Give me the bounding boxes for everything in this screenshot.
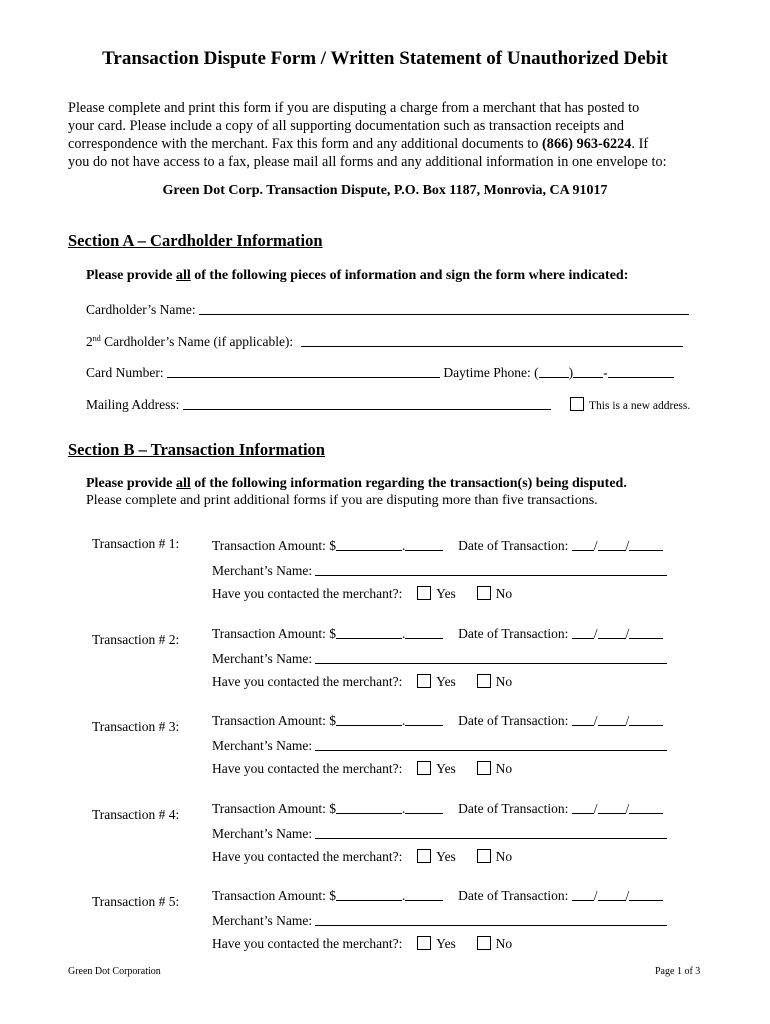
amount-label: Transaction Amount: $ [212, 888, 337, 903]
date-day-field[interactable] [598, 625, 626, 639]
date-month-field[interactable] [572, 800, 594, 814]
instruction-emphasis: all [175, 268, 191, 283]
amount-decimal: . [402, 801, 406, 816]
no-label: No [495, 761, 513, 776]
card-number-label: Card Number: [86, 365, 164, 380]
dispute-mailing-address: Green Dot Corp. Transaction Dispute, P.O. Box 1187, Monrovia, CA 91017 [162, 183, 608, 198]
mailing-address-field[interactable] [183, 396, 551, 410]
phone-paren: ) [568, 365, 574, 380]
daytime-phone-label: Daytime Phone: ( [443, 365, 539, 380]
transaction-label: Transaction # 1: [92, 536, 180, 551]
merchant-name-row [212, 736, 667, 754]
merchant-name-label: Merchant’s Name: [212, 563, 313, 578]
section-b-heading: Section B – Transaction Information [68, 440, 325, 459]
merchant-name-row [212, 824, 667, 842]
intro-line: Please complete and print this form if you are disputing a charge from a merchant that has posted to [68, 100, 640, 116]
instruction-text: Please provide [86, 476, 176, 491]
amount-cents-field[interactable] [405, 625, 443, 639]
contacted-merchant-label: Have you contacted the merchant?: [212, 936, 403, 951]
fax-number: (866) 963-6224 [542, 136, 632, 152]
date-year-field[interactable] [629, 537, 663, 551]
footer-page-number: Page 1 of 3 [655, 966, 701, 977]
date-day-field[interactable] [598, 800, 626, 814]
section-b-instruction-2: Please complete and print additional forms if you are disputing more than five transactions. [86, 493, 598, 508]
transaction-amount-row [212, 536, 663, 554]
no-checkbox[interactable] [477, 849, 491, 863]
date-month-field[interactable] [572, 625, 594, 639]
phone-prefix-field[interactable] [573, 364, 603, 378]
amount-cents-field[interactable] [405, 712, 443, 726]
yes-checkbox[interactable] [417, 849, 431, 863]
amount-dollars-field[interactable] [336, 712, 402, 726]
yes-label: Yes [436, 936, 456, 951]
merchant-name-field[interactable] [315, 912, 667, 926]
date-separator: / [593, 538, 598, 553]
amount-dollars-field[interactable] [336, 887, 402, 901]
phone-line-field[interactable] [608, 364, 674, 378]
date-label: Date of Transaction: [458, 538, 569, 553]
date-label: Date of Transaction: [458, 801, 569, 816]
phone-area-code-field[interactable] [539, 364, 569, 378]
date-month-field[interactable] [572, 712, 594, 726]
card-number-row [86, 363, 674, 381]
merchant-name-label: Merchant’s Name: [212, 738, 313, 753]
amount-label: Transaction Amount: $ [212, 713, 337, 728]
date-separator: / [625, 538, 630, 553]
intro-line: . If [631, 136, 649, 152]
no-checkbox[interactable] [477, 761, 491, 775]
merchant-name-label: Merchant’s Name: [212, 651, 313, 666]
yes-checkbox[interactable] [417, 674, 431, 688]
section-b-instruction [86, 476, 627, 492]
amount-label: Transaction Amount: $ [212, 626, 337, 641]
no-label: No [495, 936, 513, 951]
date-month-field[interactable] [572, 537, 594, 551]
yes-label: Yes [436, 849, 456, 864]
contacted-merchant-row [212, 761, 512, 777]
transaction-amount-row [212, 886, 663, 904]
card-number-field[interactable] [167, 364, 440, 378]
merchant-name-field[interactable] [315, 562, 667, 576]
instruction-emphasis: all [175, 476, 191, 491]
section-a-heading: Section A – Cardholder Information [68, 231, 323, 250]
amount-cents-field[interactable] [405, 887, 443, 901]
date-year-field[interactable] [629, 800, 663, 814]
instruction-text: Please provide [86, 268, 176, 283]
transaction-amount-row [212, 711, 663, 729]
date-label: Date of Transaction: [458, 888, 569, 903]
merchant-name-field[interactable] [315, 737, 667, 751]
yes-label: Yes [436, 586, 456, 601]
second-cardholder-row [86, 332, 683, 350]
merchant-name-label: Merchant’s Name: [212, 826, 313, 841]
merchant-name-field[interactable] [315, 650, 667, 664]
contacted-merchant-label: Have you contacted the merchant?: [212, 849, 403, 864]
date-separator: / [625, 801, 630, 816]
amount-dollars-field[interactable] [336, 537, 402, 551]
yes-label: Yes [436, 761, 456, 776]
no-label: No [495, 674, 513, 689]
merchant-name-row [212, 649, 667, 667]
phone-dash: - [603, 365, 608, 380]
date-year-field[interactable] [629, 887, 663, 901]
no-label: No [495, 586, 513, 601]
footer-company: Green Dot Corporation [68, 966, 161, 977]
mailing-address-row [86, 395, 551, 413]
amount-cents-field[interactable] [405, 800, 443, 814]
section-a-instruction [86, 268, 628, 284]
no-checkbox[interactable] [477, 586, 491, 600]
new-address-option[interactable] [570, 397, 690, 412]
amount-dollars-field[interactable] [336, 625, 402, 639]
amount-label: Transaction Amount: $ [212, 538, 337, 553]
transaction-label: Transaction # 4: [92, 807, 180, 822]
contacted-merchant-label: Have you contacted the merchant?: [212, 761, 403, 776]
date-year-field[interactable] [629, 625, 663, 639]
date-separator: / [593, 626, 598, 641]
mailing-address-label: Mailing Address: [86, 397, 180, 412]
intro-line: your card. Please include a copy of all supporting documentation such as transaction receipts and [68, 118, 625, 134]
no-checkbox[interactable] [477, 936, 491, 950]
transaction-label: Transaction # 2: [92, 632, 180, 647]
intro-paragraph [68, 99, 708, 171]
intro-line: you do not have access to a fax, please mail all forms and any additional information in one envelope to: [68, 154, 667, 170]
date-separator: / [593, 888, 598, 903]
date-label: Date of Transaction: [458, 713, 569, 728]
cardholder-name-field[interactable] [199, 301, 689, 315]
contacted-merchant-row [212, 849, 512, 865]
yes-checkbox[interactable] [417, 586, 431, 600]
date-separator: / [593, 801, 598, 816]
amount-label: Transaction Amount: $ [212, 801, 337, 816]
second-cardholder-field[interactable] [301, 333, 683, 347]
transaction-label: Transaction # 3: [92, 719, 180, 734]
amount-cents-field[interactable] [405, 537, 443, 551]
merchant-name-row [212, 561, 667, 579]
no-checkbox[interactable] [477, 674, 491, 688]
date-separator: / [625, 713, 630, 728]
amount-decimal: . [402, 626, 406, 641]
date-separator: / [593, 713, 598, 728]
amount-decimal: . [402, 538, 406, 553]
new-address-label: This is a new address. [589, 400, 691, 412]
transaction-label: Transaction # 5: [92, 894, 180, 909]
date-day-field[interactable] [598, 712, 626, 726]
date-day-field[interactable] [598, 537, 626, 551]
cardholder-name-row [86, 300, 689, 318]
cardholder-name-label: Cardholder’s Name: [86, 302, 196, 317]
contacted-merchant-label: Have you contacted the merchant?: [212, 586, 403, 601]
amount-decimal: . [402, 888, 406, 903]
intro-line: correspondence with the merchant. Fax this form and any additional documents to [68, 136, 543, 152]
instruction-text: of the following pieces of information and sign the form where indicated: [190, 268, 629, 283]
contacted-merchant-row [212, 936, 512, 952]
instruction-text: of the following information regarding the transaction(s) being disputed. [190, 476, 627, 491]
date-month-field[interactable] [572, 887, 594, 901]
merchant-name-label: Merchant’s Name: [212, 913, 313, 928]
amount-dollars-field[interactable] [336, 800, 402, 814]
second-cardholder-label: 2nd Cardholder’s Name (if applicable): [86, 334, 294, 349]
no-label: No [495, 849, 513, 864]
yes-label: Yes [436, 674, 456, 689]
date-separator: / [625, 888, 630, 903]
date-label: Date of Transaction: [458, 626, 569, 641]
amount-decimal: . [402, 713, 406, 728]
contacted-merchant-row [212, 586, 512, 602]
date-day-field[interactable] [598, 887, 626, 901]
yes-checkbox[interactable] [417, 761, 431, 775]
transaction-amount-row [212, 624, 663, 642]
merchant-name-row [212, 911, 667, 929]
yes-checkbox[interactable] [417, 936, 431, 950]
new-address-checkbox[interactable] [570, 397, 584, 411]
date-year-field[interactable] [629, 712, 663, 726]
merchant-name-field[interactable] [315, 825, 667, 839]
contacted-merchant-label: Have you contacted the merchant?: [212, 674, 403, 689]
transaction-amount-row [212, 799, 663, 817]
form-title: Transaction Dispute Form / Written Statement of Unauthorized Debit [102, 48, 668, 69]
date-separator: / [625, 626, 630, 641]
contacted-merchant-row [212, 674, 512, 690]
